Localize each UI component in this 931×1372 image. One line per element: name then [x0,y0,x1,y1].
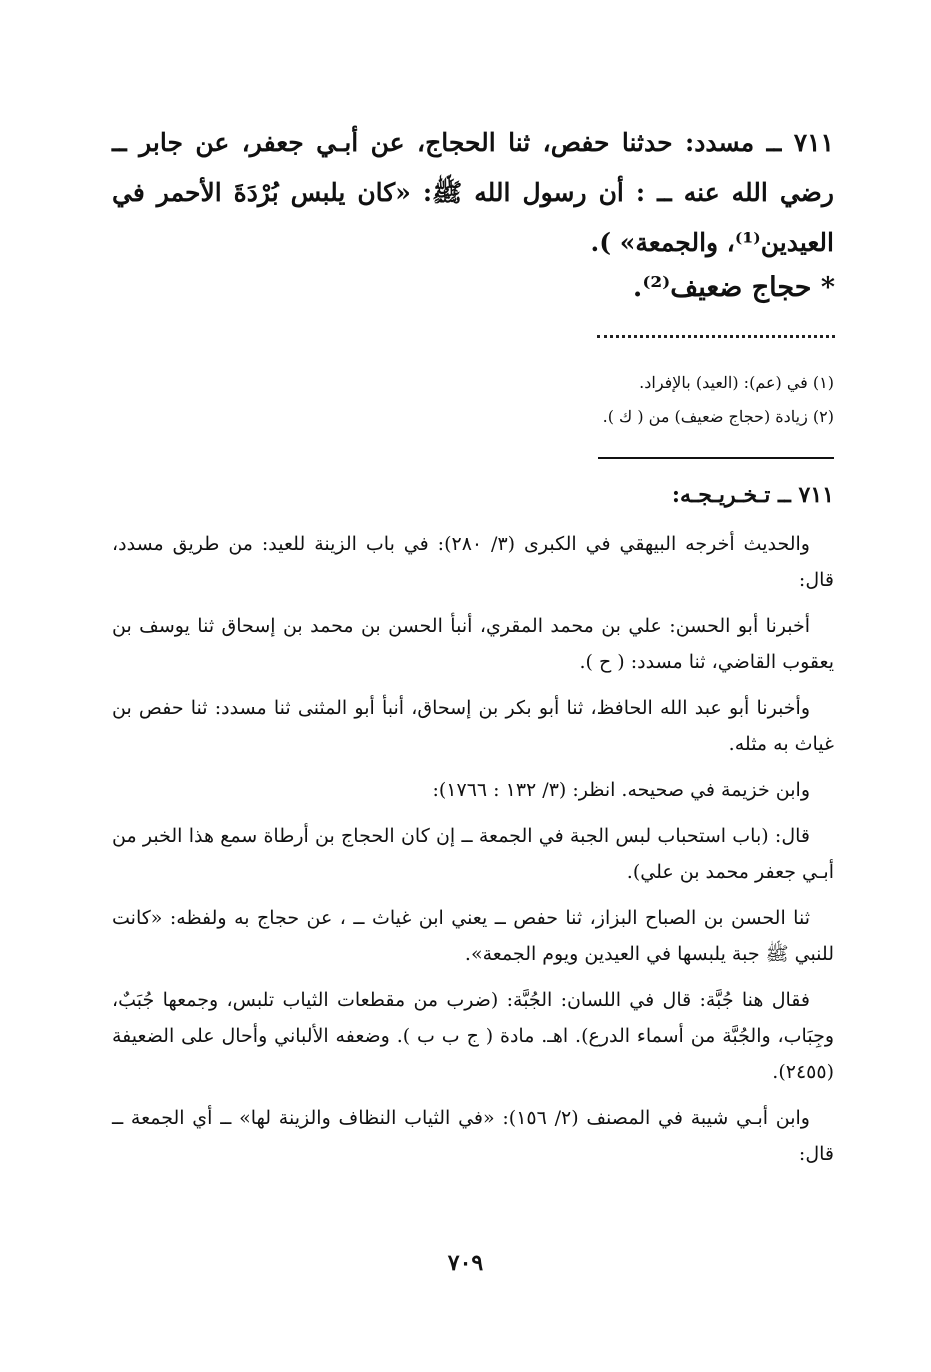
footnote-separator [597,335,835,338]
footnote-1: (١) في (عم): (العيد) بالإفراد. [639,373,834,392]
takhrij-paragraph: وأخبرنا أبو عبد الله الحافظ، ثنا أبو بكر بن إسحاق، أنبأ أبو المثنى ثنا مسدد: ثنا حفص بن غياث به مثله. [112,697,834,755]
section-divider [598,457,834,459]
takhrij-body [112,526,834,1182]
footnote-2: (٢) زيادة (حجاج ضعيف) من ( ك ). [602,407,834,426]
takhrij-paragraph: وابن خزيمة في صحيحه. انظر: (٣/ ١٣٢ : ١٧٦٦): [432,779,810,801]
takhrij-paragraph: فقال هنا جُبَّة: قال في اللسان: الجُبَّة: (ضرب من مقطعات الثياب تلبس، وجمعها جُبَبٌ، وجِبَاب، والجُبَّة من أسماء الدرع). اهـ. مادة ( ج ب ب ). وضعفه الألباني وأحال على الضعيفة (٢٤٥٥). [112,989,834,1083]
page-number: ٧٠٩ [447,1250,484,1276]
takhrij-paragraph: قال: (باب استحباب لبس الجبة في الجمعة ــ إن كان الحجاج بن أرطاة سمع هذا الخبر من أبـي جعفر محمد بن علي). [112,825,834,883]
takhrij-paragraph: ثنا الحسن بن الصباح البزاز، ثنا حفص ــ يعني ابن غياث ــ ، عن حجاج به ولفظه: «كانت للنبي ﷺ جبة يلبسها في العيدين ويوم الجمعة». [112,907,834,965]
takhrij-paragraph: والحديث أخرجه البيهقي في الكبرى (٣/ ٢٨٠): في باب الزينة للعيد: من طريق مسدد، قال: [112,533,834,591]
hadith-grade: * حجاج ضعيف⁽²⁾. [632,272,835,303]
takhrij-paragraph: وابن أبـي شيبة في المصنف (٢/ ١٥٦): «في الثياب النظاف والزينة لها» ــ أي الجمعة ــ قال: [112,1107,834,1165]
takhrij-paragraph: أخبرنا أبو الحسن: علي بن محمد المقري، أنبأ الحسن بن محمد بن إسحاق ثنا يوسف بن يعقوب القاضي، ثنا مسدد: ( ح ). [112,615,834,673]
hadith-text: ٧١١ ــ مسدد: حدثنا حفص، ثنا الحجاج، عن أبـي جعفر، عن جابر ــ رضي الله عنه ــ : أن رسول الله ﷺ: «كان يلبس بُرْدَةَ الأحمر في العيدين⁽¹⁾، والجمعة» ). [112,128,834,257]
takhrij-heading: ٧١١ ــ تـخـريـجـه: [671,482,834,508]
